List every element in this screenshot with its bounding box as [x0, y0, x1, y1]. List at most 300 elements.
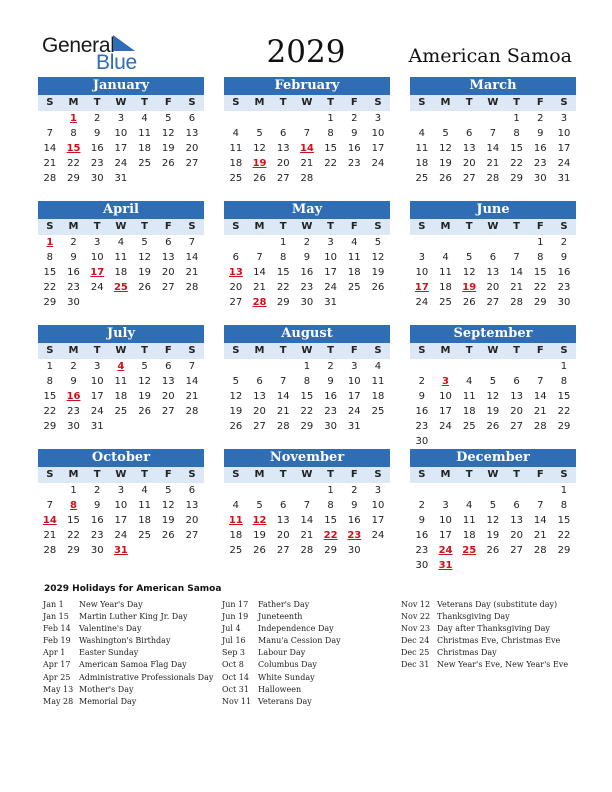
day-cell — [180, 186, 204, 201]
holiday-date: Oct 8 — [222, 660, 244, 670]
weekday-label: T — [93, 97, 101, 108]
day-cell: 16 — [347, 143, 361, 154]
weekday-label: M — [68, 221, 79, 232]
day-cell: 7 — [489, 128, 497, 139]
weekday-label: T — [279, 221, 287, 232]
day-cell: 28 — [185, 282, 199, 293]
day-cell — [528, 359, 552, 374]
day-cell — [342, 295, 366, 310]
day-cell: 30 — [324, 421, 337, 432]
weekday-label: S — [46, 221, 54, 232]
weekday-label: T — [465, 469, 473, 480]
day-cell — [133, 171, 157, 186]
day-cell — [271, 434, 295, 449]
day-cell — [156, 171, 180, 186]
holiday-name: Thanksgiving Day — [437, 612, 510, 622]
day-cell — [156, 310, 180, 325]
holiday-date: Apr 25 — [43, 672, 71, 682]
day-cell: 29 — [557, 421, 571, 432]
day-cell: 9 — [351, 128, 358, 139]
day-cell: 29 — [300, 421, 314, 432]
week-row — [410, 434, 576, 449]
day-cell — [248, 483, 272, 498]
weekday-label: T — [141, 221, 148, 232]
day-cell — [342, 310, 366, 325]
day-cell: 6 — [466, 128, 473, 139]
day-cell — [156, 434, 180, 449]
day-cell: 8 — [46, 376, 54, 387]
day-cell: 10 — [415, 267, 429, 278]
day-cell: 3 — [351, 361, 358, 372]
day-cell — [457, 235, 481, 250]
weekday-label: S — [418, 469, 426, 480]
weekday-label: S — [188, 97, 196, 108]
weekday-label: S — [560, 221, 568, 232]
day-cell: 27 — [185, 158, 199, 169]
day-cell: 6 — [513, 376, 520, 387]
holiday-name: Halloween — [258, 684, 302, 694]
day-cell — [224, 434, 248, 449]
day-cell — [528, 186, 552, 201]
day-cell — [528, 434, 552, 449]
day-cell: 6 — [256, 376, 263, 387]
day-cell: 24 — [90, 406, 104, 417]
day-cell: 6 — [489, 252, 497, 263]
weekday-label: W — [115, 345, 127, 356]
day-cell — [552, 310, 576, 325]
day-cell: 13 — [185, 500, 199, 511]
holiday-date: Sep 3 — [222, 648, 245, 658]
day-cell: 29 — [67, 545, 80, 556]
holiday-name: White Sunday — [258, 672, 315, 682]
week-row — [410, 280, 576, 295]
day-cell: 5 — [141, 361, 148, 372]
week-row — [38, 171, 204, 186]
day-cell: 22 — [324, 158, 337, 169]
day-cell — [224, 186, 248, 201]
day-cell: 13 — [161, 252, 175, 263]
weekday-label: T — [513, 345, 520, 356]
day-cell: 20 — [462, 158, 476, 169]
day-cell: 19 — [161, 515, 175, 526]
day-cell: 30 — [300, 297, 314, 308]
day-cell — [248, 235, 272, 250]
day-cell: 24 — [557, 158, 571, 169]
weekday-label: T — [465, 345, 473, 356]
holiday-name: Valentine's Day — [79, 624, 142, 634]
day-cell: 19 — [371, 267, 385, 278]
holiday-item — [222, 659, 341, 671]
day-cell: 1 — [513, 113, 520, 124]
day-cell: 8 — [70, 128, 77, 139]
holiday-name: Day after Thanksgiving Day — [437, 624, 550, 634]
day-cell: 21 — [43, 158, 57, 169]
day-cell: 27 — [253, 421, 266, 432]
day-cell — [434, 111, 458, 126]
day-cell — [528, 483, 552, 498]
weekday-label: T — [465, 97, 473, 108]
day-cell — [319, 171, 343, 186]
holiday-day-cell: 12 — [252, 515, 267, 526]
day-cell: 29 — [43, 297, 57, 308]
holiday-date: Dec 31 — [401, 660, 430, 670]
day-cell: 19 — [138, 267, 151, 278]
holiday-day-cell: 22 — [323, 530, 338, 541]
day-cell: 6 — [188, 485, 196, 496]
day-cell: 14 — [276, 391, 290, 402]
day-cell: 23 — [347, 158, 361, 169]
weekday-label: S — [418, 221, 426, 232]
day-cell: 2 — [303, 237, 311, 248]
day-cell — [366, 434, 390, 449]
holiday-date: Nov 12 — [401, 600, 431, 609]
day-cell: 18 — [229, 158, 243, 169]
day-cell — [552, 186, 576, 201]
day-cell: 8 — [327, 128, 334, 139]
weekday-label: M — [440, 345, 451, 356]
holiday-day-cell: 8 — [70, 500, 78, 511]
day-cell: 2 — [70, 361, 77, 372]
day-cell: 20 — [185, 515, 199, 526]
day-cell: 12 — [138, 376, 151, 387]
day-cell — [366, 171, 390, 186]
day-cell — [271, 558, 295, 573]
week-row — [410, 513, 576, 528]
day-cell: 19 — [486, 530, 500, 541]
week-row — [224, 295, 390, 310]
day-cell: 18 — [415, 158, 429, 169]
day-cell: 12 — [486, 391, 500, 402]
day-cell: 26 — [138, 406, 151, 417]
day-cell: 4 — [232, 500, 240, 511]
day-cell: 19 — [229, 406, 243, 417]
day-cell — [457, 483, 481, 498]
day-cell: 31 — [557, 173, 571, 184]
holiday-name: Christmas Eve, Christmas Eve — [437, 636, 561, 646]
day-cell: 10 — [114, 128, 128, 139]
day-cell: 9 — [537, 128, 544, 139]
month-title: February — [224, 77, 390, 95]
day-cell — [180, 310, 204, 325]
day-cell: 26 — [229, 421, 243, 432]
day-cell — [156, 295, 180, 310]
weekday-label: W — [301, 221, 313, 232]
day-cell: 17 — [557, 143, 571, 154]
day-cell: 22 — [557, 530, 571, 541]
day-cell: 13 — [253, 391, 266, 402]
day-cell: 17 — [439, 530, 452, 541]
day-cell: 26 — [138, 282, 151, 293]
weekday-label: W — [487, 221, 499, 232]
day-cell: 18 — [114, 267, 128, 278]
week-row — [410, 310, 576, 325]
weekday-label: T — [513, 97, 520, 108]
holiday-day-cell: 25 — [113, 282, 128, 293]
day-cell: 16 — [90, 515, 104, 526]
day-cell: 26 — [486, 545, 500, 556]
day-cell: 16 — [533, 143, 547, 154]
month-title: October — [38, 449, 204, 467]
day-cell: 9 — [418, 515, 426, 526]
day-cell — [85, 295, 109, 310]
day-cell — [224, 483, 248, 498]
day-cell: 8 — [303, 376, 311, 387]
week-row — [224, 171, 390, 186]
holiday-item — [222, 635, 341, 647]
day-cell: 18 — [229, 530, 243, 541]
day-cell: 11 — [462, 391, 476, 402]
day-cell — [248, 186, 272, 201]
day-cell — [505, 235, 529, 250]
holiday-name: Veterans Day — [258, 696, 312, 706]
day-cell — [156, 543, 180, 558]
day-cell: 6 — [188, 113, 196, 124]
day-cell: 21 — [43, 530, 57, 541]
week-row — [38, 250, 204, 265]
day-cell — [434, 434, 458, 449]
day-cell: 1 — [46, 361, 54, 372]
week-row — [224, 513, 390, 528]
holiday-item — [222, 696, 341, 708]
holiday-date: Oct 31 — [222, 684, 249, 694]
day-cell: 26 — [253, 545, 266, 556]
day-cell: 3 — [418, 252, 426, 263]
holiday-item — [222, 672, 341, 684]
week-row — [38, 498, 204, 513]
weekday-label: M — [68, 97, 79, 108]
weekday-label: S — [560, 97, 568, 108]
holiday-item — [222, 623, 341, 635]
holiday-item — [43, 623, 213, 635]
week-row — [224, 434, 390, 449]
weekday-label: T — [141, 97, 148, 108]
day-cell: 26 — [439, 173, 452, 184]
day-cell: 6 — [513, 500, 520, 511]
day-cell: 29 — [43, 421, 57, 432]
day-cell: 22 — [533, 282, 547, 293]
holiday-name: Christmas Day — [437, 648, 497, 658]
weekday-header — [410, 95, 576, 111]
day-cell — [481, 235, 505, 250]
week-row — [410, 141, 576, 156]
week-row — [224, 498, 390, 513]
day-cell — [481, 483, 505, 498]
day-cell: 10 — [557, 128, 571, 139]
week-row — [38, 389, 204, 404]
day-cell — [133, 543, 157, 558]
day-cell — [366, 419, 390, 434]
day-cell: 7 — [188, 361, 196, 372]
day-cell — [319, 558, 343, 573]
weekday-label: S — [46, 97, 54, 108]
day-cell — [224, 558, 248, 573]
weekday-header — [410, 219, 576, 235]
day-cell: 28 — [486, 173, 500, 184]
day-cell: 14 — [510, 267, 523, 278]
holiday-name: New Year's Day — [79, 600, 143, 609]
day-cell — [62, 434, 86, 449]
day-cell: 9 — [418, 391, 426, 402]
day-cell — [366, 558, 390, 573]
holiday-day-cell: 28 — [252, 297, 267, 308]
holiday-name: Martin Luther King Jr. Day — [79, 612, 188, 622]
day-cell: 23 — [324, 406, 337, 417]
month-march — [410, 77, 576, 201]
day-cell — [434, 235, 458, 250]
day-cell: 25 — [439, 297, 452, 308]
day-cell: 5 — [374, 237, 382, 248]
day-cell: 15 — [43, 267, 57, 278]
weekday-label: S — [374, 469, 382, 480]
weekday-header — [38, 219, 204, 235]
day-cell: 14 — [533, 391, 547, 402]
day-cell: 16 — [415, 406, 429, 417]
holiday-date: Nov 22 — [401, 612, 431, 622]
day-cell — [366, 543, 390, 558]
day-cell: 2 — [327, 361, 334, 372]
holiday-item — [43, 672, 213, 684]
day-cell: 24 — [439, 421, 452, 432]
day-cell: 30 — [347, 545, 361, 556]
day-cell: 28 — [300, 173, 314, 184]
week-row — [38, 528, 204, 543]
day-cell: 29 — [533, 297, 547, 308]
day-cell: 7 — [188, 237, 196, 248]
weekday-label: W — [115, 221, 127, 232]
week-row — [410, 126, 576, 141]
holiday-date: Dec 25 — [401, 648, 430, 658]
weekday-label: F — [164, 97, 172, 108]
holiday-item — [401, 623, 568, 635]
weekday-label: W — [301, 469, 313, 480]
month-title: June — [410, 201, 576, 219]
holiday-date: Nov 23 — [401, 624, 431, 634]
day-cell — [224, 235, 248, 250]
weekday-label: W — [487, 345, 499, 356]
day-cell: 15 — [557, 515, 571, 526]
day-cell: 6 — [165, 237, 172, 248]
holiday-day-cell: 15 — [66, 143, 81, 154]
day-cell: 11 — [439, 267, 452, 278]
day-cell: 14 — [486, 143, 500, 154]
weekday-label: W — [115, 469, 127, 480]
week-row — [38, 280, 204, 295]
day-cell: 5 — [232, 376, 240, 387]
day-cell: 26 — [486, 421, 500, 432]
day-cell — [38, 483, 62, 498]
day-cell: 18 — [462, 530, 476, 541]
day-cell: 11 — [229, 143, 243, 154]
day-cell: 26 — [462, 297, 476, 308]
day-cell: 30 — [67, 421, 80, 432]
week-row — [224, 389, 390, 404]
day-cell: 10 — [439, 391, 452, 402]
day-cell: 12 — [161, 500, 175, 511]
day-cell: 20 — [185, 143, 199, 154]
week-row — [38, 558, 204, 573]
day-cell — [271, 186, 295, 201]
day-cell — [410, 235, 434, 250]
day-cell: 16 — [415, 530, 429, 541]
day-cell — [180, 171, 204, 186]
weekday-label: T — [465, 221, 473, 232]
day-cell: 19 — [161, 143, 175, 154]
day-cell: 3 — [94, 361, 101, 372]
week-row — [410, 528, 576, 543]
week-row — [224, 483, 390, 498]
day-cell: 25 — [415, 173, 429, 184]
day-cell: 15 — [557, 391, 571, 402]
weekday-label: M — [254, 221, 265, 232]
day-cell — [319, 186, 343, 201]
day-cell — [481, 310, 505, 325]
week-row — [410, 111, 576, 126]
holiday-name: Labour Day — [258, 648, 306, 658]
holiday-item — [43, 684, 213, 696]
day-cell: 4 — [466, 500, 473, 511]
day-cell — [528, 310, 552, 325]
day-cell: 24 — [371, 530, 385, 541]
day-cell — [552, 434, 576, 449]
day-cell: 28 — [510, 297, 523, 308]
day-cell — [505, 310, 529, 325]
weekday-header — [410, 467, 576, 483]
holiday-day-cell: 19 — [462, 282, 477, 293]
week-row — [410, 359, 576, 374]
weekday-label: T — [327, 469, 334, 480]
day-cell: 22 — [43, 406, 57, 417]
day-cell — [248, 359, 272, 374]
month-august — [224, 325, 390, 449]
month-december — [410, 449, 576, 573]
holiday-date: May 28 — [43, 696, 74, 706]
holiday-day-cell: 19 — [252, 158, 267, 169]
holiday-column — [43, 599, 213, 708]
day-cell: 23 — [90, 158, 104, 169]
day-cell: 25 — [347, 282, 361, 293]
week-row — [38, 235, 204, 250]
day-cell: 20 — [510, 530, 523, 541]
day-cell: 15 — [324, 515, 337, 526]
day-cell: 20 — [510, 406, 523, 417]
day-cell: 25 — [462, 421, 476, 432]
day-cell — [366, 186, 390, 201]
holiday-item — [43, 611, 213, 623]
weekday-label: M — [68, 469, 79, 480]
day-cell: 16 — [557, 267, 571, 278]
day-cell — [271, 483, 295, 498]
day-cell: 11 — [415, 143, 429, 154]
day-cell: 29 — [510, 173, 523, 184]
holiday-day-cell: 14 — [299, 143, 314, 154]
day-cell — [457, 111, 481, 126]
day-cell: 7 — [280, 376, 287, 387]
day-cell: 8 — [560, 500, 568, 511]
weekday-header — [38, 467, 204, 483]
week-row — [38, 359, 204, 374]
day-cell: 1 — [327, 485, 334, 496]
weekday-header — [224, 467, 390, 483]
weekday-label: S — [418, 97, 426, 108]
day-cell: 22 — [276, 282, 290, 293]
day-cell: 15 — [324, 143, 337, 154]
week-row — [224, 543, 390, 558]
holiday-name: Mother's Day — [79, 684, 134, 694]
week-row — [410, 250, 576, 265]
day-cell — [271, 111, 295, 126]
day-cell: 1 — [70, 485, 77, 496]
day-cell — [434, 186, 458, 201]
